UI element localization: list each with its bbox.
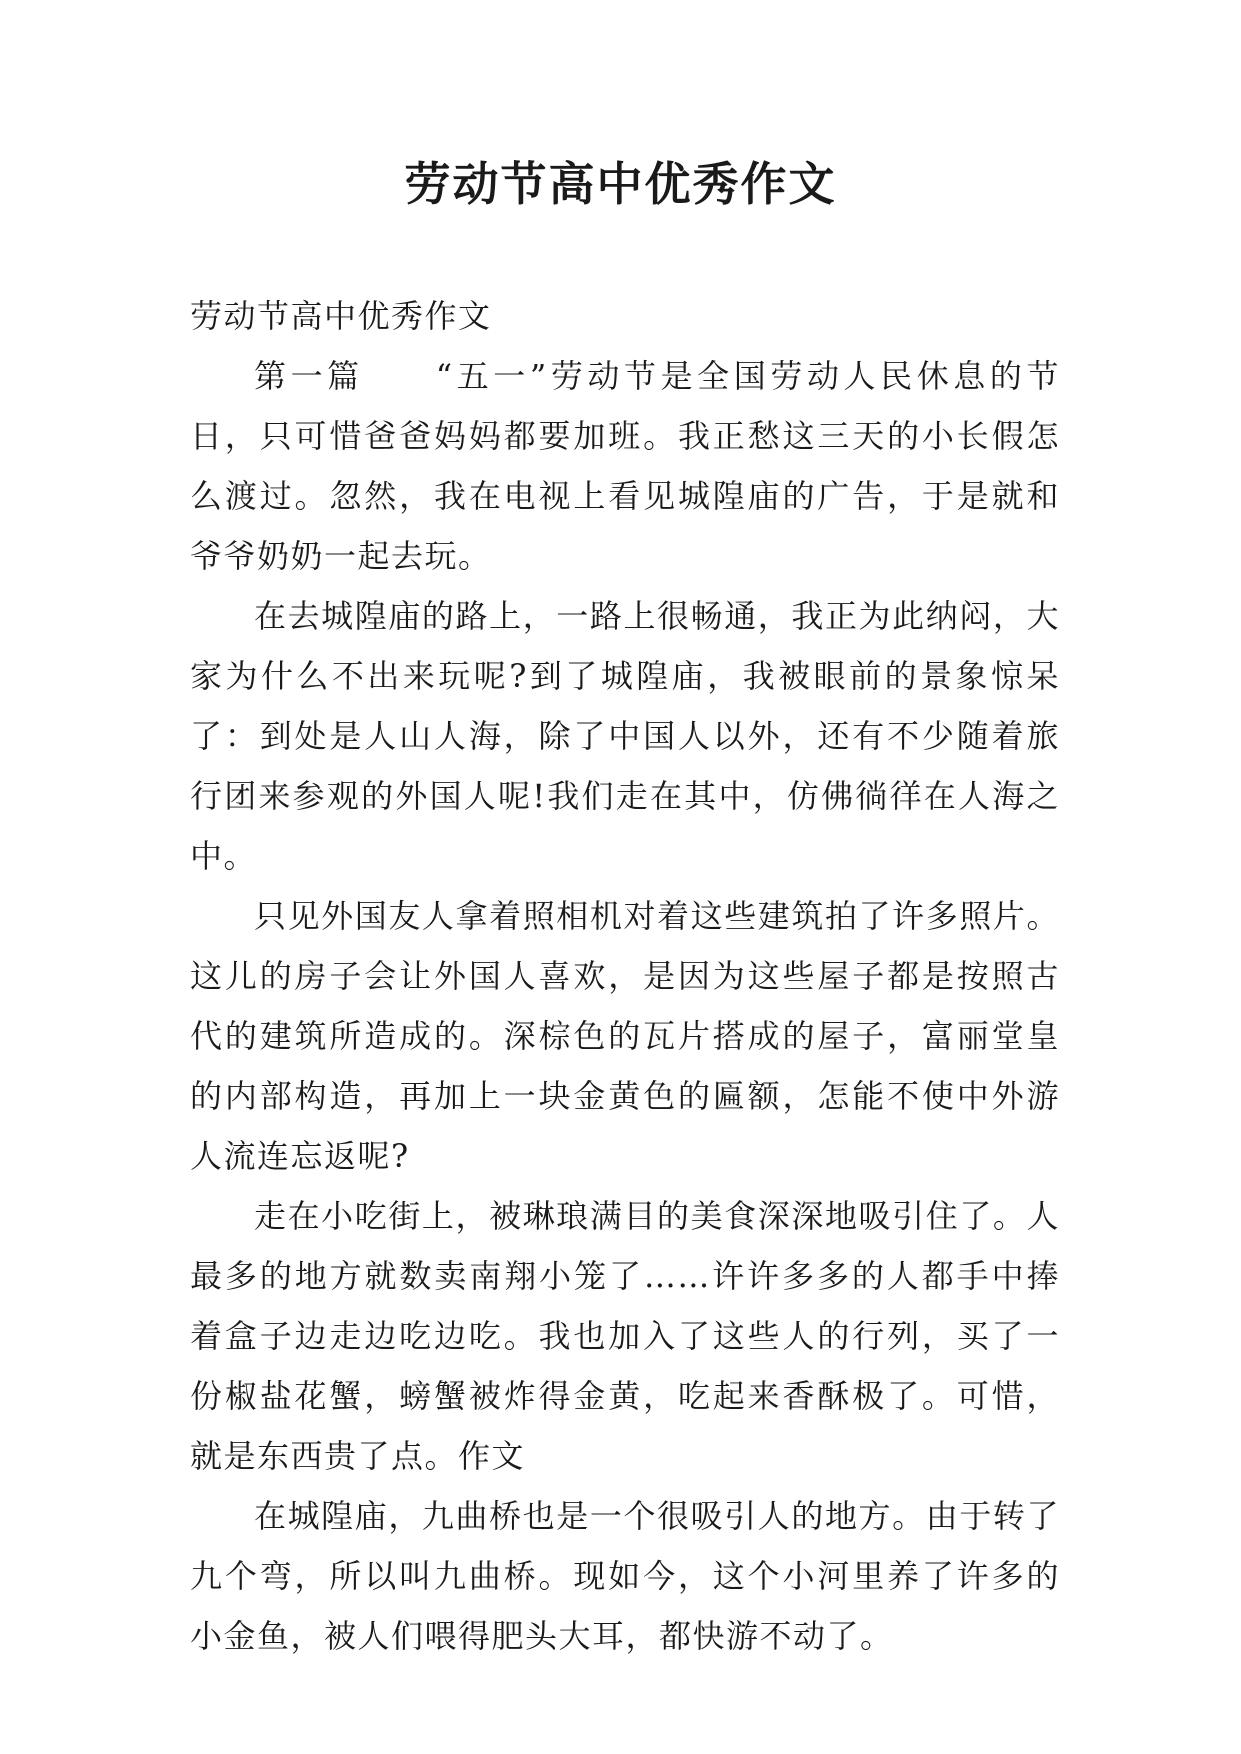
paragraph-2: 在去城隍庙的路上，一路上很畅通，我正为此纳闷，大家为什么不出来玩呢?到了城隍庙，我被眼前的景象惊呆了：到处是人山人海，除了中国人以外，还有不少随着旅行团来参观的外国人呢!我们走在其中，仿佛徜徉在人海之中。 <box>190 597 1060 875</box>
section-label: 第一篇 <box>254 357 364 395</box>
paragraph-1 <box>190 346 1060 586</box>
paragraph-5: 在城隍庙，九曲桥也是一个很吸引人的地方。由于转了九个弯，所以叫九曲桥。现如今，这个小河里养了许多的小金鱼，被人们喂得肥头大耳，都快游不动了。 <box>190 1497 1060 1655</box>
document-title: 劳动节高中优秀作文 <box>404 157 837 211</box>
paragraph-1-text: “五一”劳动节是全国劳动人民休息的节日，只可惜爸爸妈妈都要加班。我正愁这三天的小长假怎么渡过。忽然，我在电视上看见城隍庙的广告，于是就和爷爷奶奶一起去玩。 <box>190 357 1060 575</box>
document-body <box>190 286 1060 1666</box>
document-subtitle: 劳动节高中优秀作文 <box>190 297 492 335</box>
paragraph-4: 走在小吃街上，被琳琅满目的美食深深地吸引住了。人最多的地方就数卖南翔小笼了……许许多多的人都手中捧着盒子边走边吃边吃。我也加入了这些人的行列，买了一份椒盐花蟹，螃蟹被炸得金黄，吃起来香酥极了。可惜，就是东西贵了点。作文 <box>190 1197 1060 1475</box>
paragraph-3: 只见外国友人拿着照相机对着这些建筑拍了许多照片。这儿的房子会让外国人喜欢，是因为这些屋子都是按照古代的建筑所造成的。深棕色的瓦片搭成的屋子，富丽堂皇的内部构造，再加上一块金黄色的匾额，怎能不使中外游人流连忘返呢? <box>190 897 1060 1175</box>
